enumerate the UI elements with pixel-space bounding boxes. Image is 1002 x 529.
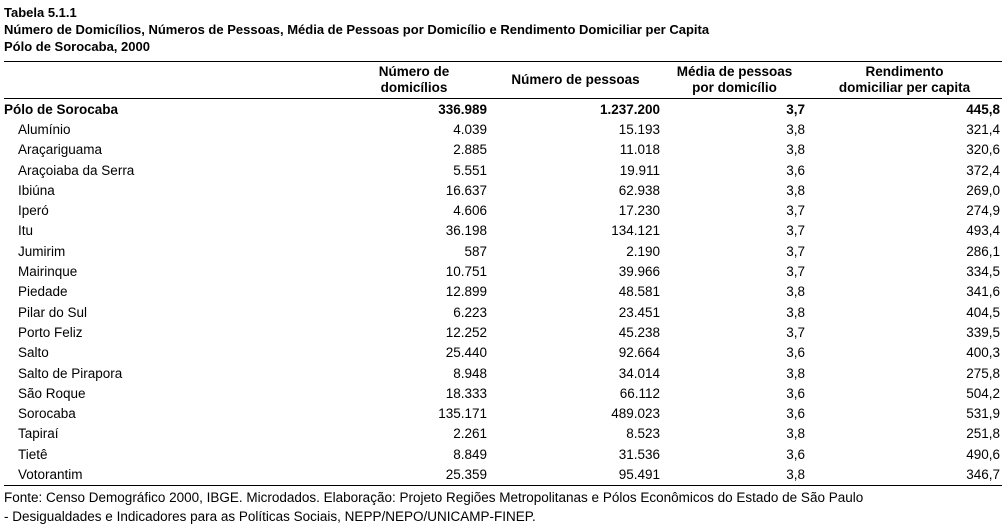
table-row [4,424,1002,444]
table-row [4,363,1002,383]
header-municipio [4,62,339,99]
cell-domicilios: 8.849 [453,446,487,462]
table-row [4,140,1002,160]
cell-pessoas: 66.112 [619,385,660,401]
cell-pessoas: 489.023 [611,406,660,422]
cell-domicilios: 16.637 [445,182,487,198]
cell-name: Salto de Pirapora [18,365,123,381]
cell-rendimento: 251,8 [966,426,1000,442]
cell-pessoas: 15.193 [618,121,660,137]
cell-rendimento: 490,6 [966,446,1000,462]
header-media-line2: por domicílio [692,80,777,95]
header-num-pessoas: Número de pessoas [489,62,662,99]
cell-pessoas: 62.938 [618,182,660,198]
cell-domicilios: 12.252 [445,324,487,340]
cell-rendimento: 274,9 [966,203,1000,219]
cell-rendimento: 504,2 [966,385,1000,401]
cell-domicilios: 2.261 [453,426,487,442]
header-media [662,62,807,99]
cell-rendimento: 275,8 [966,365,1000,381]
cell-name: São Roque [18,385,86,401]
cell-domicilios: 4.039 [453,121,487,137]
header-num-domicilios-line1: Número de [378,64,450,79]
source-line2: - Desigualdades e Indicadores para as Políticas Sociais, NEPP/NEPO/UNICAMP-FINEP. [4,509,536,524]
header-rendimento-line1: Rendimento [865,64,944,79]
header-rendimento [807,62,1002,99]
table-row [4,302,1002,322]
cell-name: Iperó [18,203,49,219]
cell-name: Votorantim [4,464,339,485]
table-row [4,444,1002,464]
table-row [4,221,1002,241]
table-row [4,464,1002,485]
cell-pessoas: 34.014 [618,365,660,381]
cell-pessoas: 134.121 [611,223,660,239]
cell-rendimento: 531,9 [966,406,1000,422]
cell-rendimento: 400,3 [966,345,1000,361]
total-row [4,99,1002,120]
header-rendimento-line2: domiciliar per capita [838,80,971,95]
table-row [4,343,1002,363]
total-name: Pólo de Sorocaba [4,101,119,117]
header-num-domicilios-line2: domicílios [380,80,448,95]
cell-name: Salto [18,345,49,361]
cell-name: Pilar do Sul [18,304,88,320]
cell-pessoas: 92.664 [618,345,660,361]
cell-rendimento: 334,5 [966,264,1000,280]
cell-pessoas: 2.190 [626,243,660,259]
cell-domicilios: 10.751 [445,264,487,280]
cell-pessoas: 31.536 [618,446,660,462]
table-row [4,261,1002,281]
cell-rendimento: 269,0 [966,182,1000,198]
cell-pessoas: 11.018 [619,142,660,158]
table-subtitle: Pólo de Sorocaba, 2000 [4,39,150,54]
table-row [4,322,1002,342]
header-num-domicilios [339,62,489,99]
cell-pessoas: 17.230 [618,203,660,219]
cell-domicilios: 25.440 [445,345,487,361]
table-row [4,403,1002,423]
cell-rendimento: 320,6 [966,142,1000,158]
cell-rendimento: 346,7 [807,464,1002,485]
cell-media: 3,8 [786,365,805,381]
table-label: Tabela 5.1.1 [4,5,77,20]
cell-domicilios: 18.333 [445,385,487,401]
cell-media: 3,6 [786,385,805,401]
cell-pessoas: 19.911 [619,162,660,178]
table-title: Número de Domicílios, Números de Pessoas, Média de Pessoas por Domicílio e Rendimento Domiciliar per Capita [4,22,710,37]
cell-name: Mairinque [18,264,78,280]
cell-domicilios: 36.198 [445,223,487,239]
cell-name: Ibiúna [18,182,55,198]
cell-domicilios: 2.885 [453,142,487,158]
cell-rendimento: 404,5 [966,304,1000,320]
cell-rendimento: 372,4 [966,162,1000,178]
cell-media: 3,8 [786,121,805,137]
cell-name: Alumínio [18,121,71,137]
cell-media: 3,7 [786,324,805,340]
cell-media: 3,8 [786,304,805,320]
cell-pessoas: 45.238 [618,324,660,340]
cell-media: 3,8 [662,464,807,485]
cell-name: Araçariguama [18,142,103,158]
cell-domicilios: 6.223 [453,304,487,320]
cell-domicilios: 5.551 [453,162,487,178]
cell-media: 3,8 [786,284,805,300]
table-row [4,200,1002,220]
table-row [4,383,1002,403]
cell-media: 3,8 [786,142,805,158]
cell-pessoas: 8.523 [626,426,660,442]
total-pessoas: 1.237.200 [599,101,660,117]
total-media: 3,7 [786,101,805,117]
table-row [4,282,1002,302]
cell-pessoas: 48.581 [618,284,660,300]
table-header-row [4,62,1002,99]
cell-name: Jumirim [18,243,66,259]
total-domicilios: 336.989 [438,101,487,117]
cell-name: Porto Feliz [18,324,83,340]
cell-rendimento: 493,4 [966,223,1000,239]
cell-domicilios: 587 [464,243,487,259]
cell-domicilios: 25.359 [339,464,489,485]
cell-domicilios: 8.948 [453,365,487,381]
table-row [4,119,1002,139]
cell-media: 3,7 [786,223,805,239]
cell-name: Itu [18,223,34,239]
total-rendimento: 445,8 [966,101,1000,117]
cell-domicilios: 135.171 [438,406,487,422]
cell-name: Araçoiaba da Serra [18,162,135,178]
cell-media: 3,8 [786,182,805,198]
source-line1: Fonte: Censo Demográfico 2000, IBGE. Microdados. Elaboração: Projeto Regiões Metropolitanas e Pólos Econômicos do Estado de São Paulo [4,490,864,505]
cell-name: Sorocaba [18,406,76,422]
header-media-line1: Média de pessoas [676,64,793,79]
cell-rendimento: 341,6 [966,284,1000,300]
cell-media: 3,8 [786,426,805,442]
cell-pessoas: 39.966 [618,264,660,280]
cell-name: Tietê [18,446,48,462]
cell-domicilios: 4.606 [453,203,487,219]
cell-media: 3,7 [786,264,805,280]
data-table [4,61,1002,486]
cell-pessoas: 95.491 [489,464,662,485]
cell-media: 3,6 [786,406,805,422]
cell-rendimento: 339,5 [966,324,1000,340]
cell-media: 3,6 [786,162,805,178]
cell-media: 3,6 [786,446,805,462]
table-row [4,180,1002,200]
cell-domicilios: 12.899 [445,284,487,300]
cell-media: 3,7 [786,243,805,259]
cell-media: 3,6 [786,345,805,361]
cell-pessoas: 23.451 [618,304,660,320]
cell-rendimento: 286,1 [966,243,1000,259]
cell-name: Piedade [18,284,68,300]
table-row [4,241,1002,261]
table-titles [4,4,709,55]
table-row [4,160,1002,180]
source-note [4,488,1002,526]
cell-rendimento: 321,4 [966,121,1000,137]
cell-media: 3,7 [786,203,805,219]
cell-name: Tapiraí [18,426,59,442]
